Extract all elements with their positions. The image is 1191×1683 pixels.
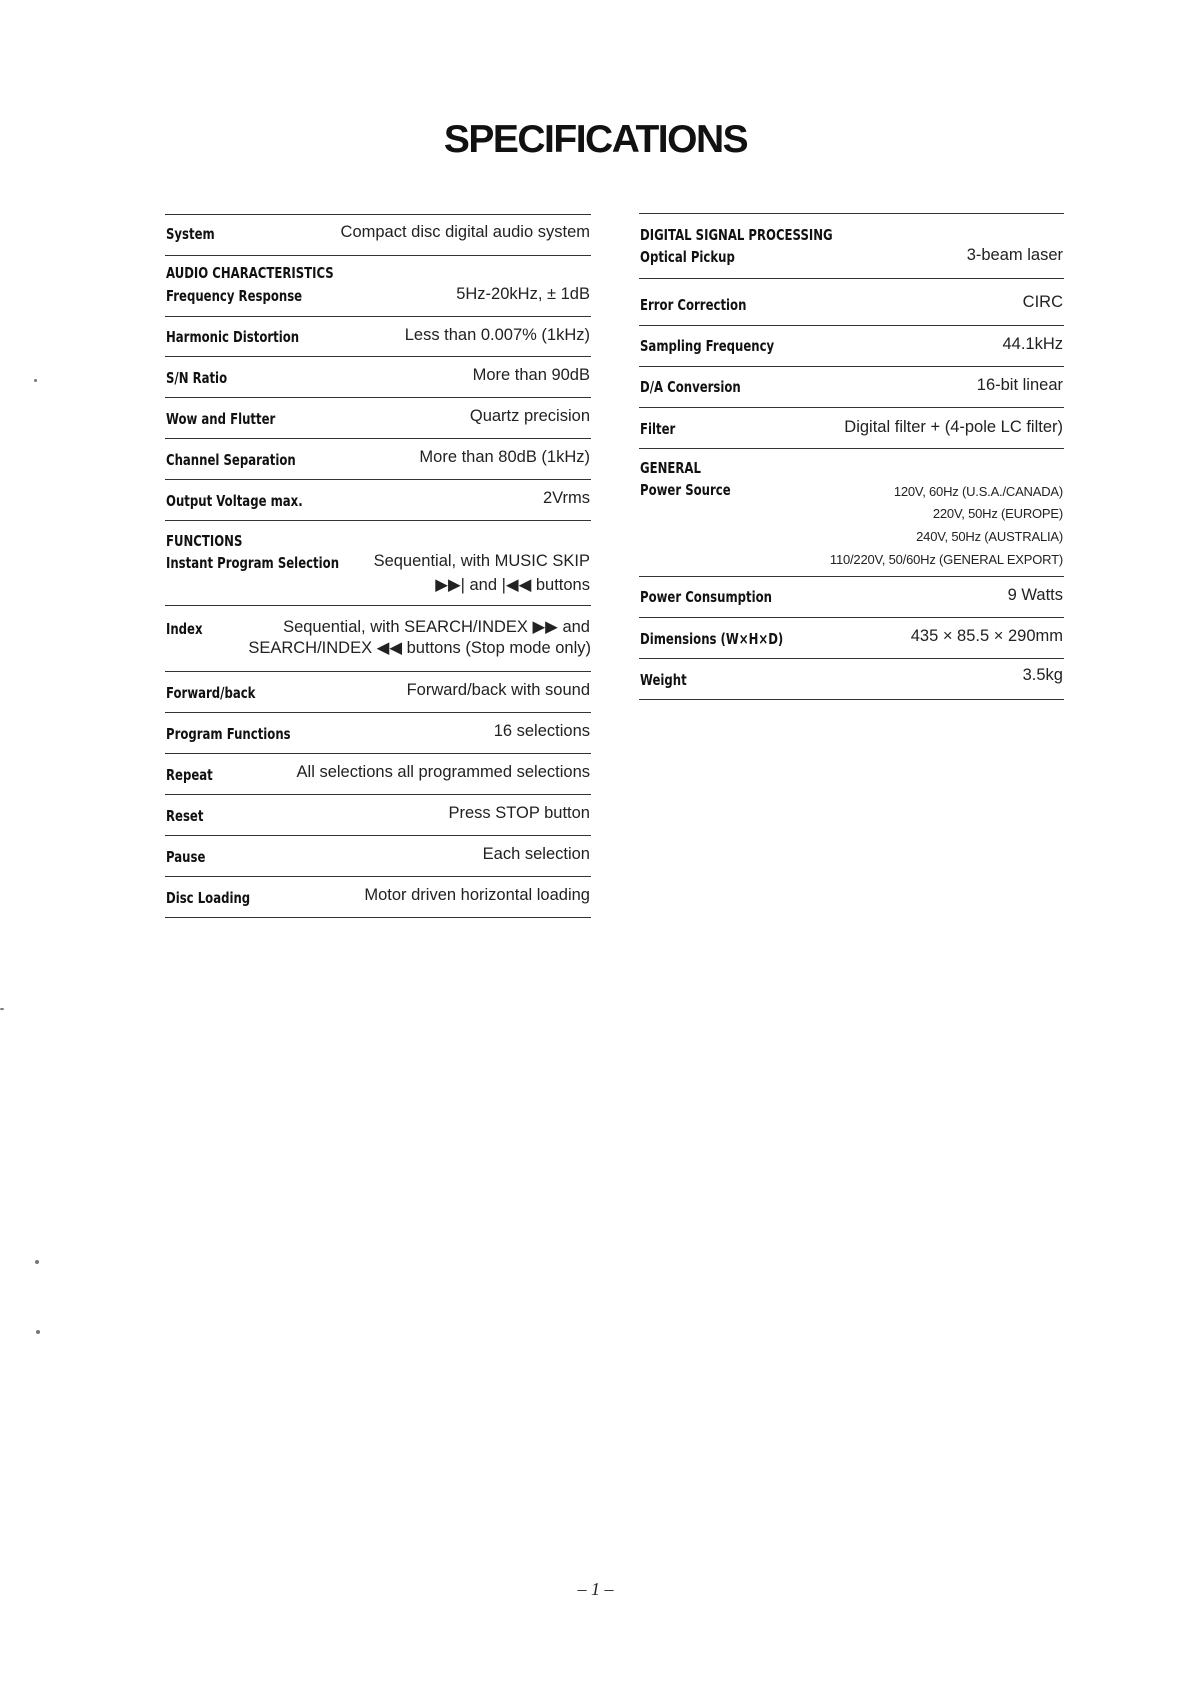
- spec-label: Optical Pickup: [640, 248, 735, 266]
- spec-value: More than 80dB (1kHz): [419, 448, 590, 466]
- spec-label: Disc Loading: [166, 889, 251, 907]
- spec-value: 5Hz-20kHz, ± 1dB: [456, 285, 590, 303]
- spec-row-power-source: [639, 449, 1064, 577]
- spec-value: 16 selections: [493, 722, 590, 740]
- spec-value: 3.5kg: [1022, 666, 1063, 684]
- spec-value: 2Vrms: [542, 489, 590, 507]
- spec-value: More than 90dB: [472, 366, 590, 384]
- spec-row-system: [165, 215, 591, 256]
- spec-value: Each selection: [482, 845, 590, 863]
- spec-row-output-voltage: [165, 480, 591, 521]
- spec-row-pause: [165, 836, 591, 877]
- spec-label: Sampling Frequency: [640, 337, 775, 355]
- section-heading-audio: AUDIO CHARACTERISTICS: [166, 264, 334, 282]
- spec-value: Motor driven horizontal loading: [364, 886, 590, 904]
- spec-value-line2: SEARCH/INDEX ◀◀ buttons (Stop mode only): [248, 639, 591, 657]
- spec-row-dimensions: [639, 618, 1064, 659]
- spec-row-error-correction: [639, 279, 1064, 326]
- page-title: SPECIFICATIONS: [443, 118, 748, 161]
- spec-label: Frequency Response: [166, 287, 303, 305]
- spec-row-sampling-frequency: [639, 326, 1064, 367]
- spec-label: System: [166, 225, 215, 243]
- spec-row-forward-back: [165, 672, 591, 713]
- section-heading-functions: FUNCTIONS: [166, 532, 243, 550]
- section-heading-general: GENERAL: [640, 459, 701, 477]
- scan-speck: [36, 1330, 40, 1334]
- power-source-line: 240V, 50Hz (AUSTRALIA): [916, 529, 1063, 544]
- power-source-line: 120V, 60Hz (U.S.A./CANADA): [893, 484, 1063, 499]
- spec-value: Press STOP button: [448, 804, 590, 822]
- spec-value: Less than 0.007% (1kHz): [404, 326, 590, 344]
- left-spec-column: [165, 214, 591, 918]
- spec-row-disc-loading: [165, 877, 591, 918]
- spec-label: Filter: [640, 420, 676, 438]
- spec-value: 44.1kHz: [1002, 335, 1063, 353]
- spec-row-wow-flutter: [165, 398, 591, 439]
- spec-row-index: [165, 606, 591, 672]
- scan-speck: [35, 1260, 39, 1264]
- spec-row-repeat: [165, 754, 591, 795]
- spec-value: 16-bit linear: [976, 376, 1063, 394]
- spec-label: Instant Program Selection: [166, 554, 340, 572]
- spec-label: Error Correction: [640, 296, 747, 314]
- spec-label: D/A Conversion: [640, 378, 741, 396]
- spec-row-power-consumption: [639, 577, 1064, 618]
- spec-label: Reset: [166, 807, 204, 825]
- right-spec-column: [639, 213, 1064, 700]
- spec-label: Harmonic Distortion: [166, 328, 300, 346]
- spec-label: Program Functions: [166, 725, 291, 743]
- section-heading-dsp: DIGITAL SIGNAL PROCESSING: [640, 226, 833, 244]
- scan-speck: [34, 379, 37, 382]
- spec-row-filter: [639, 408, 1064, 449]
- spec-label: Channel Separation: [166, 451, 296, 469]
- spec-value: All selections all programmed selections: [296, 763, 590, 781]
- spec-row-instant-program: [165, 521, 591, 606]
- spec-label: S/N Ratio: [166, 369, 228, 387]
- spec-label: Output Voltage max.: [166, 492, 303, 510]
- power-source-line: 110/220V, 50/60Hz (GENERAL EXPORT): [829, 552, 1063, 567]
- spec-label: Pause: [166, 848, 206, 866]
- spec-value: 9 Watts: [1007, 586, 1063, 604]
- page-number: – 1 –: [577, 1579, 614, 1599]
- scan-speck: [0, 1008, 4, 1010]
- spec-value: Quartz precision: [469, 407, 590, 425]
- spec-row-program-functions: [165, 713, 591, 754]
- spec-label: Power Source: [640, 481, 731, 499]
- spec-row-sn-ratio: [165, 357, 591, 398]
- spec-label: Power Consumption: [640, 588, 772, 606]
- spec-row-channel-separation: [165, 439, 591, 480]
- spec-value-line1: Sequential, with SEARCH/INDEX ▶▶ and: [283, 618, 590, 636]
- spec-label: Index: [166, 620, 203, 638]
- spec-value: CIRC: [1022, 293, 1063, 311]
- spec-value: 3-beam laser: [966, 246, 1063, 264]
- spec-label: Dimensions (W×H×D): [640, 630, 784, 648]
- spec-label: Repeat: [166, 766, 213, 784]
- spec-value: 435 × 85.5 × 290mm: [910, 627, 1063, 645]
- spec-row-optical-pickup: [639, 214, 1064, 279]
- spec-row-weight: [639, 659, 1064, 700]
- power-source-line: 220V, 50Hz (EUROPE): [932, 506, 1063, 521]
- spec-value: Forward/back with sound: [406, 681, 590, 699]
- spec-label: Weight: [640, 671, 687, 689]
- spec-value-line1: Sequential, with MUSIC SKIP: [373, 552, 590, 570]
- spec-value: Digital filter + (4-pole LC filter): [844, 418, 1063, 436]
- spec-value: Compact disc digital audio system: [340, 223, 590, 241]
- spec-row-reset: [165, 795, 591, 836]
- spec-label: Wow and Flutter: [166, 410, 276, 428]
- spec-label: Forward/back: [166, 684, 256, 702]
- spec-row-frequency-response: [165, 256, 591, 317]
- spec-row-harmonic-distortion: [165, 317, 591, 357]
- spec-value-line2: ▶▶| and |◀◀ buttons: [435, 576, 590, 594]
- spec-row-da-conversion: [639, 367, 1064, 408]
